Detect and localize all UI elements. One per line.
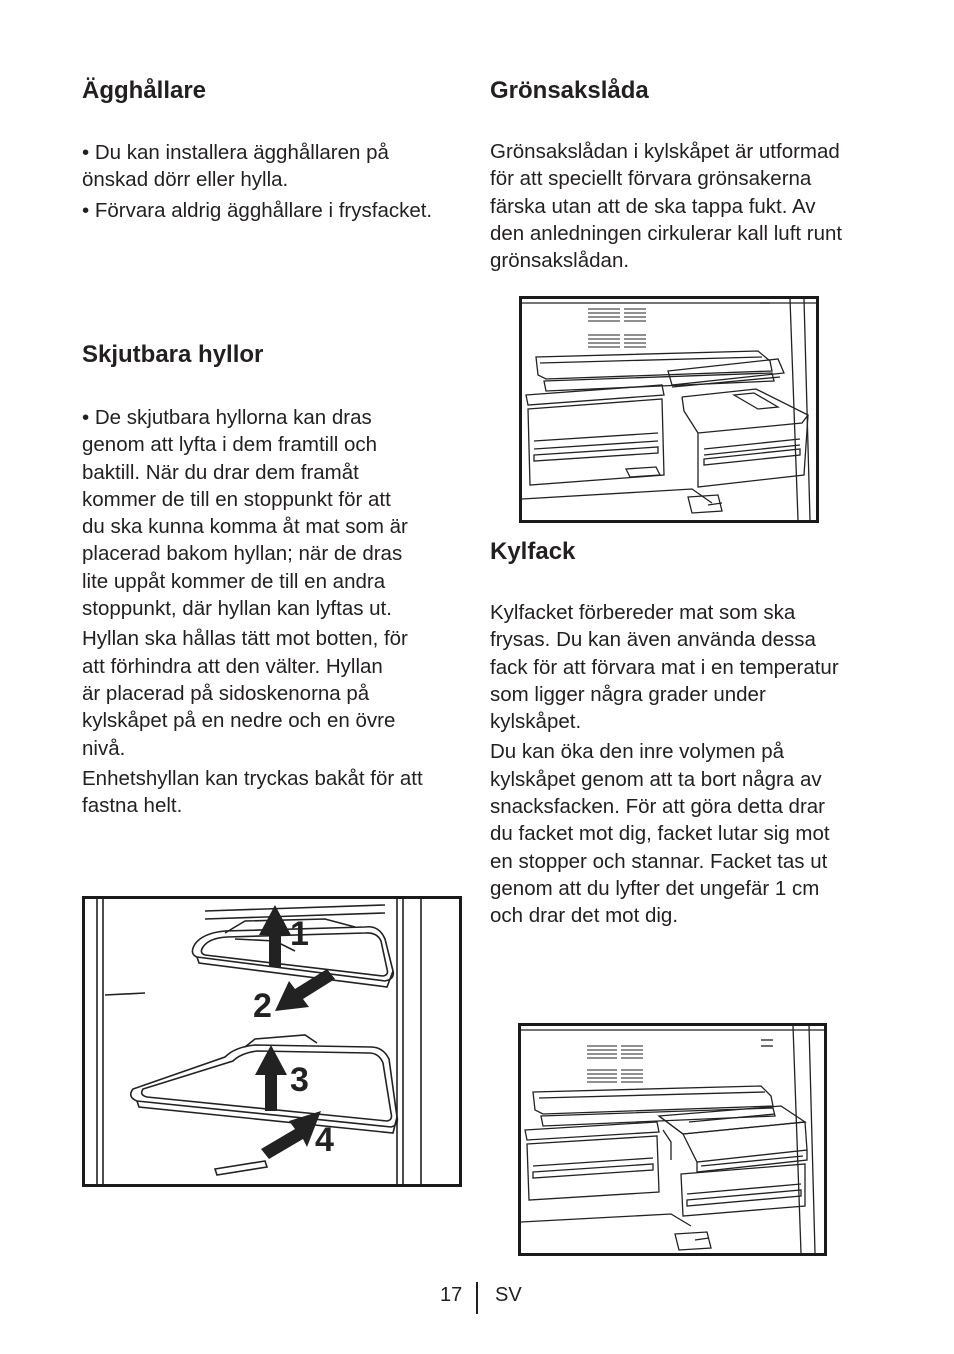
language-code: SV bbox=[495, 1284, 522, 1306]
text-line: kommer de till en stoppunkt för att bbox=[82, 487, 391, 511]
shelf-illustration bbox=[82, 896, 462, 1187]
text-line: Enhetshyllan kan tryckas bakåt för att bbox=[82, 766, 423, 790]
text-line: fastna helt. bbox=[82, 794, 183, 818]
paragraph bbox=[490, 738, 880, 929]
footer-divider bbox=[476, 1282, 478, 1314]
text-line: Kylfacket förbereder mat som ska bbox=[490, 601, 796, 624]
text-line: frysas. Du kan även använda dessa bbox=[490, 628, 816, 652]
text-line: grönsakslådan. bbox=[490, 249, 630, 273]
text-line: snacksfacken. För att göra detta drar bbox=[490, 795, 825, 819]
text-line: du facket mot dig, facket lutar sig mot bbox=[490, 822, 830, 846]
text-line: för att speciellt förvara grönsakerna bbox=[490, 167, 812, 191]
text-line: nivå. bbox=[82, 736, 126, 760]
egg-holder-text bbox=[82, 139, 472, 224]
text-line: genom att lyfta i dem framtill och bbox=[82, 433, 378, 457]
text-line: den anledningen cirkulerar kall luft runt bbox=[490, 221, 843, 245]
text-line: färska utan att de ska tappa fukt. Av bbox=[490, 194, 816, 218]
text-line: och drar det mot dig. bbox=[490, 904, 679, 928]
arrow-label-3: 3 bbox=[290, 1061, 309, 1099]
text-line: kylskåpet på en nedre och en övre bbox=[82, 709, 396, 733]
sliding-shelves-text bbox=[82, 404, 472, 822]
text-line: stoppunkt, där hyllan kan lyftas ut. bbox=[82, 597, 392, 621]
paragraph bbox=[490, 599, 880, 735]
text-line: fack för att förvara mat i en temperatur bbox=[490, 655, 839, 679]
text-line: som ligger några grader under bbox=[490, 682, 766, 706]
text-line: Hyllan ska hållas tätt mot botten, för bbox=[82, 627, 408, 651]
text-line: • Förvara aldrig ägghållare i frysfacket. bbox=[82, 198, 433, 222]
arrow-label-4: 4 bbox=[315, 1121, 334, 1159]
text-line: Du kan öka den inre volymen på bbox=[490, 740, 785, 764]
chill-compartment-illustration bbox=[518, 1023, 827, 1256]
paragraph bbox=[82, 404, 472, 622]
heading-sliding-shelves: Skjutbara hyllor bbox=[82, 341, 264, 368]
text-line: Grönsakslådan i kylskåpet är utformad bbox=[490, 140, 840, 163]
arrow-label-1: 1 bbox=[290, 915, 309, 953]
heading-vegetable-drawer: Grönsakslåda bbox=[490, 77, 649, 104]
text-line: lite uppåt kommer de till en andra bbox=[82, 569, 386, 593]
compartment-drawing bbox=[521, 1026, 824, 1253]
heading-chill-compartment: Kylfack bbox=[490, 538, 576, 565]
chill-compartment-text bbox=[490, 599, 880, 933]
text-line: placerad bakom hyllan; när de dras bbox=[82, 542, 403, 566]
text-line: • Du kan installera ägghållaren på bbox=[82, 141, 389, 164]
text-line: genom att du lyfter det ungefär 1 cm bbox=[490, 876, 820, 900]
text-line: är placerad på sidoskenorna på bbox=[82, 681, 370, 705]
text-line: att förhindra att den välter. Hyllan bbox=[82, 654, 383, 678]
heading-egg-holder: Ägghållare bbox=[82, 77, 207, 104]
shelf-drawing bbox=[85, 899, 459, 1184]
vegetable-drawer-illustration bbox=[519, 296, 819, 523]
text-line: baktill. När du drar dem framåt bbox=[82, 460, 359, 484]
arrow-label-2: 2 bbox=[253, 987, 272, 1025]
text-line: kylskåpet genom att ta bort några av bbox=[490, 767, 822, 791]
text-line: du ska kunna komma åt mat som är bbox=[82, 515, 408, 539]
text-line: önskad dörr eller hylla. bbox=[82, 168, 289, 192]
paragraph bbox=[82, 765, 472, 820]
drawer-drawing bbox=[522, 299, 816, 520]
page-number: 17 bbox=[440, 1284, 463, 1306]
text-line: kylskåpet. bbox=[490, 710, 582, 734]
text-line: en stopper och stannar. Facket tas ut bbox=[490, 849, 828, 873]
vegetable-drawer-text bbox=[490, 138, 880, 274]
paragraph bbox=[82, 625, 472, 761]
text-line: • De skjutbara hyllorna kan dras bbox=[82, 406, 372, 429]
